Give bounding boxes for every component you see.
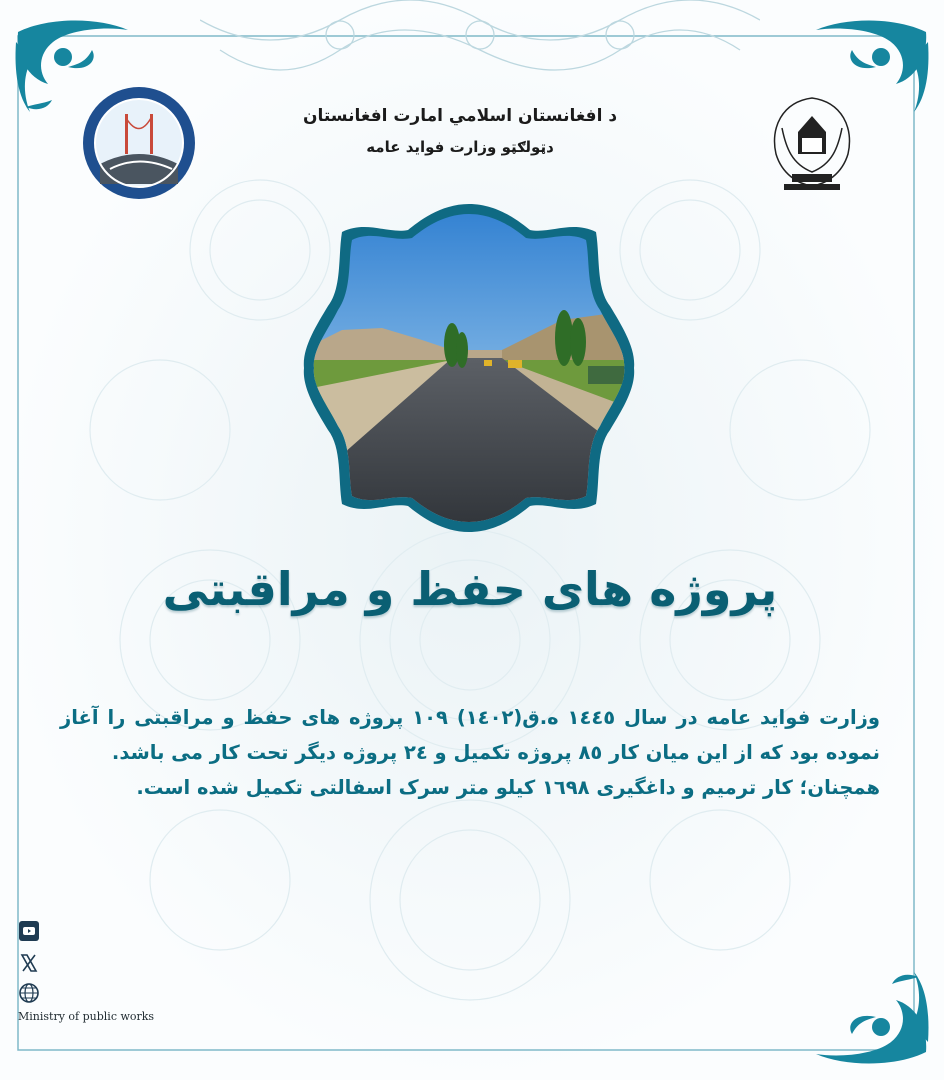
emirate-emblem-icon [762, 88, 862, 194]
globe-icon[interactable] [18, 982, 40, 1004]
body-paragraph-1: وزارت فواید عامه در سال ١٤٤٥ ه.ق(١٤٠٢) ١٠٩ پروژه های حفظ و مراقبتی را آغاز نموده بود که از این میان کار ٨٥ پروژه تکمیل و ٢٤ پروژه دیگر تحت کار می باشد. [60, 706, 880, 764]
x-icon[interactable] [18, 952, 40, 974]
footer-label: Ministry of public works [18, 1010, 155, 1023]
asphalt-road-photo [302, 200, 636, 536]
header-subtitle: دټولګټو وزارت فواید عامه [366, 138, 554, 156]
header-title: د افغانستان اسلامي امارت افغانستان [302, 106, 618, 126]
top-ornament-band [200, 0, 760, 95]
ministry-seal-icon [80, 84, 198, 202]
main-title: پروژه های حفظ و مراقبتی [162, 562, 778, 616]
body-paragraph-2: همچنان؛ کار ترمیم و داغگیری ١٦٩٨ کیلو متر سرک اسفالتی تکمیل شده است. [136, 776, 880, 799]
youtube-icon[interactable] [18, 920, 40, 942]
corner-ornament-icon [806, 962, 936, 1072]
body-text [60, 700, 880, 805]
